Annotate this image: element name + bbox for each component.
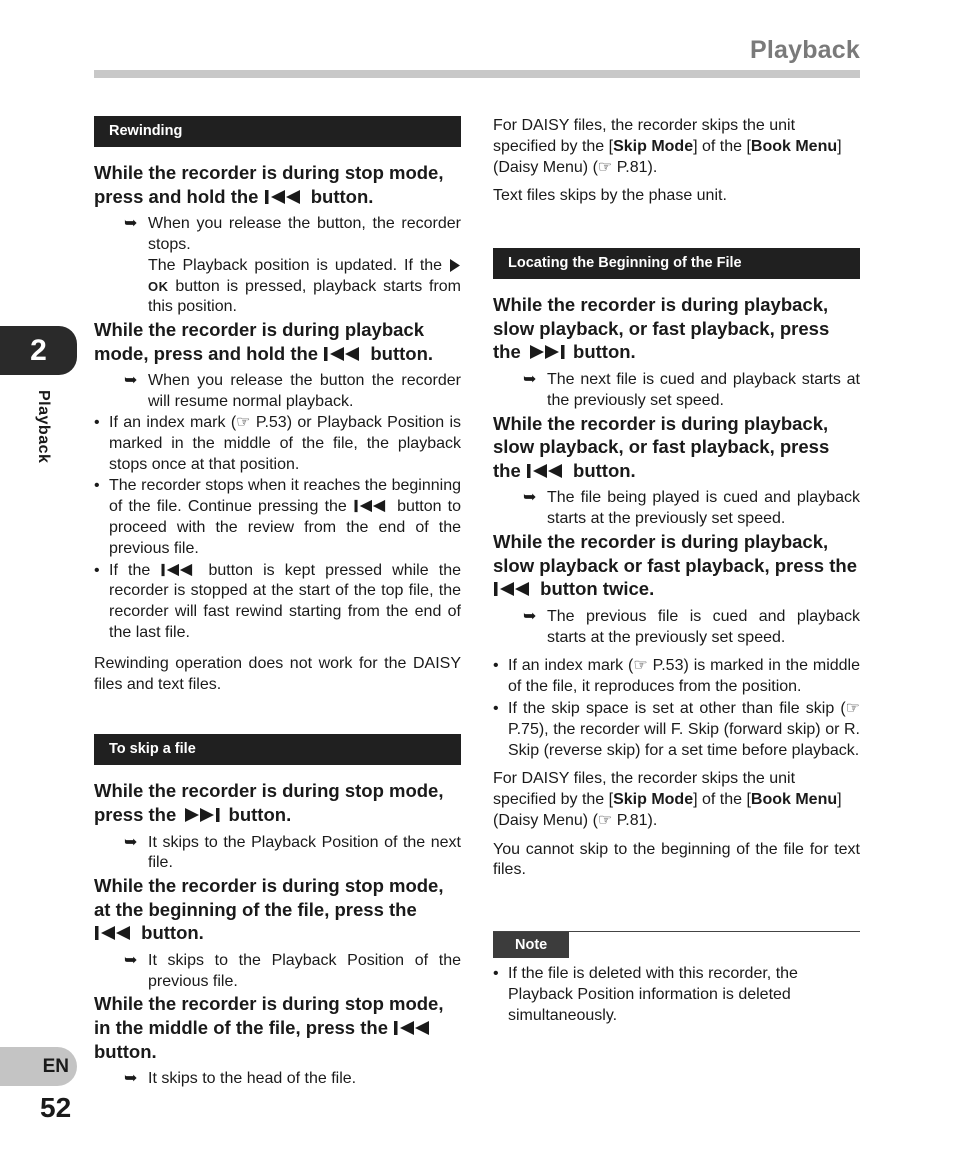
left-column — [94, 116, 461, 1090]
paragraph: For DAISY files, the recorder skips the unit specified by the [Skip Mode] of the [Book Menu] (Daisy Menu) (☞ P.81). — [493, 770, 842, 829]
bullet-item: • If an index mark (☞ P.53) or Playback Position is marked in the middle of the file, the playback stops once at that position. — [94, 413, 461, 475]
instruction-heading: While the recorder is during stop mode, press and hold the button. — [94, 162, 444, 207]
arrow-right-icon: ➥ — [523, 370, 537, 388]
instruction-heading: While the recorder is during playback, slow playback, or fast playback, press the button. — [493, 294, 830, 363]
arrow-right-icon: ➥ — [124, 833, 138, 851]
fast-forward-icon — [181, 807, 223, 823]
rewind-icon — [264, 189, 306, 205]
result-text: The next file is cued and playback starts at the previously set speed. — [547, 370, 860, 409]
arrow-right-icon: ➥ — [523, 489, 537, 507]
chapter-tab — [0, 326, 77, 375]
page-header-title: Playback — [749, 36, 860, 64]
arrow-right-icon: ➥ — [124, 951, 138, 969]
instruction-heading: While the recorder is during stop mode, at the beginning of the file, press the button. — [94, 875, 444, 944]
bullet-text: If the file is deleted with this recorder, the Playback Position information is deleted simultaneously. — [508, 965, 798, 1024]
bullet-item: • The recorder stops when it reaches the beginning of the file. Continue pressing the button to proceed with the review from the end of the previous file. — [94, 476, 461, 559]
result-text: The previous file is cued and playback starts at the previously set speed. — [547, 607, 860, 646]
result-text: It skips to the Playback Position of the next file. — [148, 833, 461, 872]
section-title-locating: Locating the Beginning of the File — [493, 248, 860, 279]
fast-forward-icon — [526, 344, 568, 360]
rewind-icon — [353, 499, 391, 513]
header-rule — [94, 70, 860, 78]
arrow-right-icon: ➥ — [124, 372, 138, 390]
language-tab — [0, 1047, 77, 1086]
result-text: The Playback position is updated. If the OK button is pressed, playback starts from this position. — [148, 256, 461, 316]
result-text: When you release the button, the recorder stops. — [148, 215, 461, 253]
result-item — [124, 833, 461, 875]
ok-label: OK — [148, 278, 169, 294]
paragraph: Text files skips by the phase unit. — [493, 187, 727, 205]
bullet-item: • If an index mark (☞ P.53) is marked in the middle of the file, it reproduces from the position. — [493, 656, 860, 698]
chapter-side-label: Playback — [35, 390, 52, 464]
bullet-item: • If the button is kept pressed while the recorder is stopped at the start of the top file, the recorder will fast rewind starting from the end of the last file. — [94, 561, 461, 644]
result-text: It skips to the head of the file. — [148, 1070, 357, 1088]
right-column — [493, 116, 860, 1027]
note-title: Note — [493, 932, 569, 958]
result-item — [523, 370, 860, 412]
arrow-right-icon: ➥ — [124, 1070, 138, 1088]
result-text: The file being played is cued and playback starts at the previously set speed. — [547, 489, 860, 528]
bullet-item: • If the skip space is set at other than file skip (☞ P.75), the recorder will F. Skip (forward skip) or R. Skip (reverse skip) for a set time before playback. — [493, 699, 860, 761]
result-item — [124, 1069, 461, 1090]
result-text: When you release the button the recorder will resume normal playback. — [148, 372, 461, 411]
result-item — [124, 371, 461, 413]
result-item — [124, 214, 461, 318]
paragraph: For DAISY files, the recorder skips the unit specified by the [Skip Mode] of the [Book Menu] (Daisy Menu) (☞ P.81). — [493, 117, 842, 176]
bullet-text: If an index mark (☞ P.53) or Playback Position is marked in the middle of the file, the playback stops once at that position. — [109, 413, 461, 473]
page-number: 52 — [40, 1092, 72, 1123]
play-icon — [449, 259, 461, 272]
bullet-text: If the skip space is set at other than file skip (☞ P.75), the recorder will F. Skip (forward skip) or R. Skip (reverse skip) for a set time before playback. — [508, 699, 860, 759]
bullet-text: The recorder stops when it reaches the beginning of the file. Continue pressing the button to proceed with the review from the end of the previous file. — [109, 477, 462, 557]
instruction-heading: While the recorder is during playback, slow playback or fast playback, press the button twice. — [493, 530, 857, 600]
chapter-number: 2 — [30, 333, 47, 367]
rewind-icon — [393, 1020, 435, 1036]
note-header — [493, 931, 860, 958]
result-item — [523, 607, 860, 649]
paragraph: Rewinding operation does not work for the DAISY files and text files. — [94, 654, 461, 693]
arrow-right-icon: ➥ — [523, 607, 537, 625]
instruction-heading: While the recorder is during stop mode, press the button. — [94, 780, 444, 825]
instruction-heading: While the recorder is during playback, slow playback, or fast playback, press the button. — [493, 412, 830, 481]
rewind-icon — [493, 581, 535, 597]
language-label: EN — [42, 1055, 69, 1077]
rewind-icon — [526, 463, 568, 479]
instruction-heading: While the recorder is during playback mode, press and hold the button. — [94, 319, 434, 364]
rewind-icon — [323, 346, 365, 362]
bullet-text: If the button is kept pressed while the recorder is stopped at the start of the top file, the recorder will fast rewind starting from the end of the last file. — [109, 561, 461, 641]
bullet-item: • If the file is deleted with this recorder, the Playback Position information is deleted simultaneously. — [493, 964, 860, 1026]
section-title-rewinding: Rewinding — [94, 116, 461, 147]
section-title-skip: To skip a file — [94, 734, 461, 765]
result-text: It skips to the Playback Position of the previous file. — [148, 951, 461, 990]
result-item — [124, 951, 461, 993]
rewind-icon — [94, 925, 136, 941]
bullet-text: If an index mark (☞ P.53) is marked in the middle of the file, it reproduces from the position. — [508, 657, 860, 696]
rewind-icon — [160, 563, 198, 577]
result-item — [523, 488, 860, 530]
instruction-heading: While the recorder is during stop mode, in the middle of the file, press the button. — [94, 993, 444, 1062]
paragraph: You cannot skip to the beginning of the file for text files. — [493, 840, 860, 879]
arrow-right-icon: ➥ — [124, 215, 138, 233]
